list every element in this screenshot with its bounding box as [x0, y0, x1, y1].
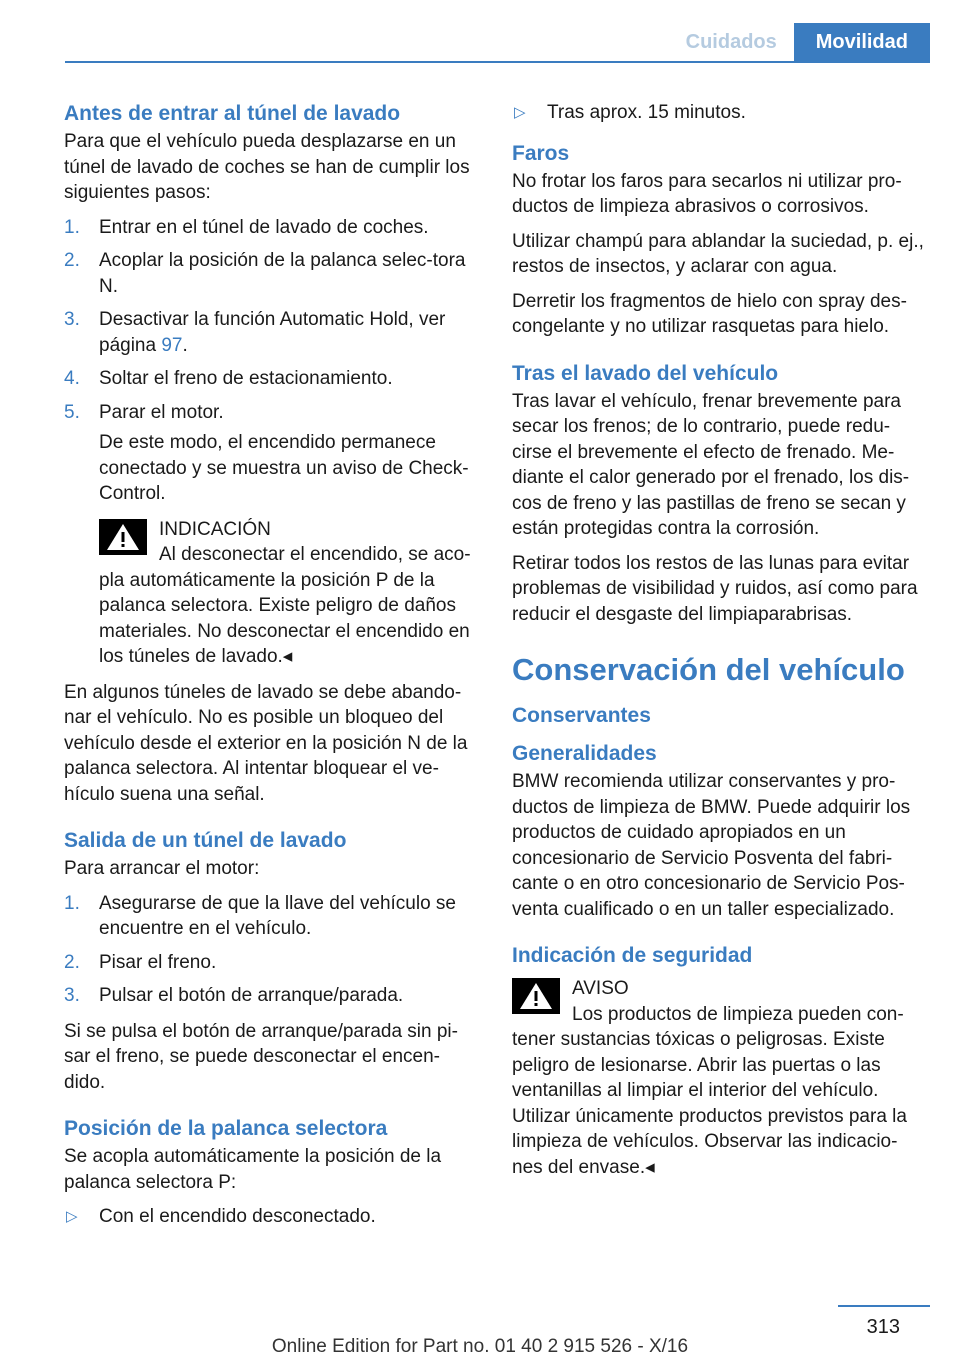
bullet-list: [64, 1204, 479, 1230]
step-number: 4.: [64, 368, 80, 389]
list-item: [64, 215, 479, 241]
footer-rule: [838, 1305, 930, 1307]
step-number: 2.: [64, 250, 80, 271]
left-column: [64, 100, 479, 1240]
warning-text: Los productos de limpieza pueden con‐tener sustancias tóxicas o peligrosas. Existe peligro de lesionarse. Abrir las puertas o las ventanillas al limpiar el interior del vehículo. Utilizar únicamente productos previstos para la limpieza de vehículos. Observar las indicacio‐nes del envase.◂: [512, 1003, 907, 1178]
step-number: 1.: [64, 216, 80, 238]
step-text: Entrar en el túnel de lavado de coches.: [99, 216, 429, 238]
list-item: [64, 950, 479, 976]
warning-triangle-icon: [99, 519, 147, 555]
steps-list-2: [64, 891, 479, 1009]
page-link-97[interactable]: 97: [161, 334, 183, 356]
heading-salida-lavado: Salida de un túnel de lavado: [64, 829, 347, 852]
bullet-icon: ▷: [514, 104, 526, 121]
step-text: Soltar el freno de estacionamiento.: [99, 368, 393, 389]
warning-title: AVISO: [572, 978, 629, 999]
paragraph: Tras lavar el vehículo, frenar brevemente para secar los frenos; de lo contrario, puede redu‐cirse el brevemente el efecto de frenado. Me‐diante el calor generado por el frenado, los dis‐cos de freno y las pastillas de freno se secan y están protegidas contra la corrosión.: [512, 390, 910, 539]
step-number: 3.: [64, 309, 80, 330]
paragraph: Para que el vehículo pueda desplazarse en un túnel de lavado de coches se han de cumplir los siguientes pasos:: [64, 131, 470, 203]
step-text: Desactivar la función Automatic Hold, ver página: [99, 309, 446, 356]
step-number: 5.: [64, 401, 80, 423]
step-text: Acoplar la posición de la palanca selec‐tora N.: [99, 250, 466, 297]
list-item: [64, 891, 479, 942]
step-text: Pisar el freno.: [99, 951, 217, 973]
list-item: [64, 1204, 479, 1230]
heading-posicion-palanca: Posición de la palanca selectora: [64, 1117, 388, 1140]
heading-antes-lavado: Antes de entrar al túnel de lavado: [64, 102, 401, 125]
bullet-icon: ▷: [66, 1208, 78, 1225]
bullet-list: [512, 100, 927, 126]
paragraph: BMW recomienda utilizar conservantes y pro‐ductos de limpieza de BMW. Puede adquirir los productos de cuidado apropiados en un concesionario de Servicio Posventa del fabri‐cante o en otro concesionario de Servicio Pos‐venta cualificado o en un taller especializado.: [512, 771, 911, 920]
heading-generalidades: Generalidades: [512, 742, 657, 765]
note-box: [99, 517, 479, 670]
list-item: [64, 366, 479, 392]
warning-box: [512, 976, 927, 1180]
heading-indicacion-seguridad: Indicación de seguridad: [512, 944, 753, 967]
list-item: [64, 248, 479, 299]
list-item: [64, 983, 479, 1009]
header-rule: [65, 61, 930, 63]
step-text: Asegurarse de que la llave del vehículo se encuentre en el vehículo.: [99, 892, 457, 939]
note-title: INDICACIÓN: [159, 518, 271, 540]
step-number: 3.: [64, 985, 80, 1006]
edition-footer: Online Edition for Part no. 01 40 2 915 526 - X/16: [271, 1336, 689, 1357]
tab-movilidad[interactable]: Movilidad: [794, 23, 930, 61]
step-number: 2.: [64, 951, 80, 973]
warning-triangle-icon: [512, 978, 560, 1014]
steps-list: [64, 215, 479, 507]
heading-conservantes: Conservantes: [512, 704, 651, 727]
list-item: [512, 100, 927, 126]
list-item: [64, 400, 479, 507]
paragraph: Para arrancar el motor:: [64, 858, 260, 879]
paragraph: En algunos túneles de lavado se debe abando‐nar el vehículo. No es posible un bloqueo del vehículo desde el exterior en la posición N de la palanca selectora. Al intentar bloquear el ve‐hículo suena una señal.: [64, 681, 468, 805]
bullet-text: Tras aprox. 15 minutos.: [547, 102, 746, 123]
heading-conservacion: Conservación del vehículo: [512, 652, 905, 687]
right-column: [512, 100, 927, 1190]
header-tabs: [669, 23, 930, 61]
note-text: Al desconectar el encendido, se aco‐pla automáticamente la posición P de la palanca selectora. Existe peligro de daños materiales. No desconectar el encendido en los túneles de lavado.◂: [99, 544, 471, 667]
tab-cuidados[interactable]: Cuidados: [669, 23, 794, 61]
heading-tras-lavado: Tras el lavado del vehículo: [512, 361, 779, 385]
heading-faros: Faros: [512, 141, 570, 165]
step-text: Pulsar el botón de arranque/parada.: [99, 985, 404, 1006]
paragraph: Utilizar champú para ablandar la suciedad, p. ej., restos de insectos, y aclarar con agua.: [512, 230, 924, 277]
bullet-text: Con el encendido desconectado.: [99, 1206, 376, 1227]
paragraph: Retirar todos los restos de las lunas para evitar problemas de visibilidad y ruidos, así como para reducir el desgaste del limpiaparabrisas.: [512, 552, 918, 625]
list-item: [64, 307, 479, 358]
step-number: 1.: [64, 892, 80, 914]
paragraph: Si se pulsa el botón de arranque/parada sin pi‐sar el freno, se puede desconectar el encen‐dido.: [64, 1020, 458, 1093]
paragraph: No frotar los faros para secarlos ni utilizar pro‐ductos de limpieza abrasivos o corrosivos.: [512, 170, 902, 217]
step-text-end: .: [182, 334, 188, 356]
step-continuation: De este modo, el encendido permanece conectado y se muestra un aviso de Check-Control.: [99, 432, 469, 504]
paragraph: Derretir los fragmentos de hielo con spray des‐congelante y no utilizar rasquetas para hielo.: [512, 290, 907, 337]
paragraph: Se acopla automáticamente la posición de la palanca selectora P:: [64, 1146, 442, 1193]
page-number: 313: [866, 1316, 900, 1338]
step-text: Parar el motor.: [99, 401, 224, 423]
